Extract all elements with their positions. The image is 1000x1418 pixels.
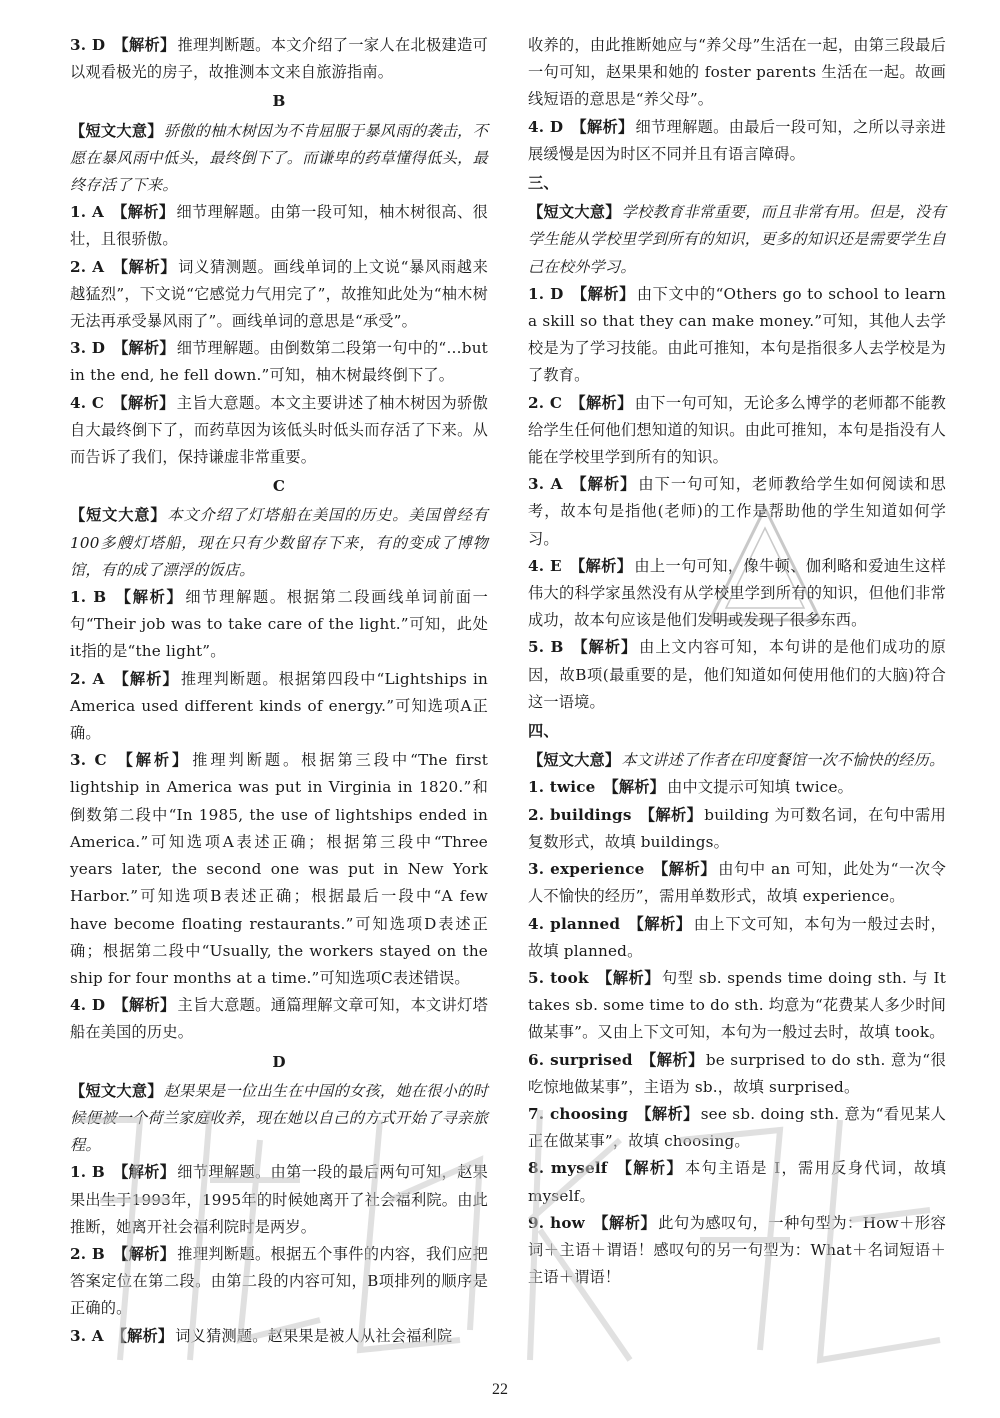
analysis-tag: 【解析】 <box>571 284 635 303</box>
answer-explanation: 词义猜测题。画线单词的上文说“暴风雨越来越猛烈”，下文说“它感觉力气用完了”，故推知此处为“柚木树无法再承受暴风雨了”。画线单词的意思是“承受”。 <box>70 257 488 331</box>
section-heading: D <box>272 1052 286 1071</box>
continued-paragraph: 收养的，由此推断她应与“养父母”生活在一起，由第三段最后一句可知，赵果果和她的 foster parents 生活在一起。故画线短语的意思是“养父母”。 <box>528 36 946 109</box>
answer-explanation: 句型 sb. spends time doing sth. 与 It takes sb. some time to do sth. 均意为“花费某人多少时间做某事”。又由上下文可知，本句为一般过去时，故填 took。 <box>528 968 947 1042</box>
answer-explanation: 细节理解题。根据第二段画线单词前面一句“Their job was to take care of the light.”可知，此处it指的是“the light”。 <box>70 588 488 661</box>
answer-item <box>70 666 488 748</box>
answer-item <box>70 199 488 253</box>
answer-item <box>70 390 488 472</box>
answer-number: 2. C <box>528 393 563 412</box>
answer-number: 1. twice <box>528 778 596 797</box>
analysis-tag: 【解析】 <box>596 968 661 987</box>
answer-explanation: 主旨大意题。本文主要讲述了柚木树因为骄傲自大最终倒下了，而药草因为该低头时低头而存活了下来。从而告诉了我们，保持谦虚非常重要。 <box>70 393 488 467</box>
answer-item <box>70 584 488 666</box>
answer-number: 1. B <box>70 588 107 607</box>
answer-explanation: 推理判断题。本文介绍了一家人在北极建造可以观看极光的房子，故推测本文来自旅游指南。 <box>70 36 488 82</box>
answer-explanation: 由上下文可知，本句为一般过去时，故填 planned。 <box>528 914 946 960</box>
answer-number: 5. took <box>528 968 589 987</box>
answer-item <box>70 1323 488 1350</box>
analysis-tag: 【解析】 <box>569 556 633 575</box>
summary-paragraph <box>70 502 488 584</box>
answer-number: 2. A <box>70 669 105 688</box>
answer-item <box>528 1047 946 1101</box>
analysis-tag: 【解析】 <box>113 996 176 1015</box>
summary-paragraph <box>70 1078 488 1160</box>
answer-item <box>528 774 946 801</box>
answer-item <box>528 856 946 910</box>
summary-tag: 【短文大意】 <box>528 203 621 222</box>
answer-number: 7. choosing <box>528 1104 629 1123</box>
answer-item <box>70 992 488 1046</box>
answer-number: 1. B <box>70 1163 105 1182</box>
answer-number: 4. E <box>528 556 562 575</box>
answer-item <box>70 1159 488 1241</box>
summary-text: 骄傲的柚木树因为不肯屈服于暴风雨的袭击，不愿在暴风雨中低头，最终倒下了。而谦卑的药草懂得低头，最终存活了下来。 <box>70 121 489 195</box>
analysis-tag: 【解析】 <box>113 36 176 54</box>
answer-explanation: 由下一句可知，无论多么博学的老师都不能教给学生任何他们想知道的知识。由此可推知，本句是指没有人能在学校里学到所有的知识。 <box>528 393 946 467</box>
analysis-tag: 【解析】 <box>571 638 638 657</box>
answer-item <box>528 634 946 716</box>
section-heading: 四、 <box>528 722 559 741</box>
answer-number: 2. buildings <box>528 805 632 824</box>
answer-explanation: 由句中 an 可知，此处为“一次令人不愉快的经历”，需用单数形式，故填 experience。 <box>528 860 946 906</box>
answer-explanation: 由上一句可知，像牛顿、伽利略和爱迪生这样伟大的科学家虽然没有从学校里学到所有的知识，但他们非常成功，故本句应该是他们发明或发现了很多东西。 <box>528 556 946 630</box>
answer-number: 3. D <box>70 339 106 358</box>
answer-number: 4. C <box>70 393 105 412</box>
answer-item <box>528 390 946 472</box>
answer-number: 8. myself <box>528 1159 608 1178</box>
answer-explanation: 本句主语是 I，需用反身代词，故填 myself。 <box>528 1159 946 1205</box>
answer-item <box>528 1101 946 1155</box>
answer-explanation: 由下一句可知，老师教给学生如何阅读和思考，故本句是指他(老师)的工作是帮助他的学生知道如何学习。 <box>528 475 946 548</box>
answer-number: 4. planned <box>528 914 621 933</box>
answer-item <box>70 1241 488 1323</box>
answer-explanation: 细节理解题。由倒数第二段第一句中的“…but in the end, he fell down.”可知，柚木树最终倒下了。 <box>70 339 488 385</box>
analysis-tag: 【解析】 <box>592 1213 657 1232</box>
answer-explanation: 推理判断题。根据第三段中“The first lightship in America was put in Virginia in 1820.”和倒数第二段中“In 1985, the use of lightships ended in America.”可知选项A表述正确；根据第三段中“Three years later, the second one was put in New York Harbor.”可知选项B表述正确；根据最后一段中“A few have become floating restaurants.”可知选项D表述正确；根据第二段中“Usually, the workers stayed on the ship for four months at a time.”可知选项C表述错误。 <box>70 751 489 987</box>
left-column <box>70 32 488 1350</box>
analysis-tag: 【解析】 <box>112 257 177 276</box>
answer-item <box>70 335 488 389</box>
answer-number: 4. D <box>70 996 106 1015</box>
summary-paragraph <box>528 199 946 281</box>
answer-number: 3. C <box>70 751 107 770</box>
answer-number: 9. how <box>528 1213 585 1232</box>
answer-explanation: 此句为感叹句，一种句型为：How＋形容词＋主语＋谓语！感叹句的另一句型为：What＋名词短语＋主语＋谓语！ <box>528 1213 946 1287</box>
analysis-tag: 【解析】 <box>628 914 692 933</box>
answer-item <box>528 553 946 635</box>
analysis-tag: 【解析】 <box>636 1104 699 1123</box>
answer-explanation: 词义猜测题。赵果果是被人从社会福利院 <box>175 1326 453 1345</box>
analysis-tag: 【解析】 <box>615 1159 684 1178</box>
analysis-tag: 【解析】 <box>640 1050 704 1069</box>
analysis-tag: 【解析】 <box>114 588 184 607</box>
answer-item <box>528 1210 946 1292</box>
answer-number: 2. B <box>70 1244 105 1263</box>
answer-item <box>70 32 488 86</box>
answer-number: 5. B <box>528 638 564 657</box>
analysis-tag: 【解析】 <box>639 805 703 824</box>
answer-item <box>528 802 946 856</box>
answer-item <box>528 471 946 553</box>
analysis-tag: 【解析】 <box>570 393 633 412</box>
answer-number: 6. surprised <box>528 1050 633 1069</box>
answer-explanation: 由下文中的“Others go to school to learn a skill so that they can make money.”可知，其他人去学校是为了学习技能。由此可推知，本句是指很多人去学校是为了教育。 <box>528 284 946 385</box>
answer-item <box>70 747 488 992</box>
answer-number: 3. A <box>528 475 563 494</box>
answer-item <box>528 1155 946 1209</box>
answer-explanation: 推理判断题。根据五个事件的内容，我们应把答案定位在第二段。由第二段的内容可知，B项排列的顺序是正确的。 <box>70 1244 488 1318</box>
answer-number: 3. experience <box>528 860 645 879</box>
analysis-tag: 【解析】 <box>571 117 634 136</box>
section-heading: B <box>272 92 286 111</box>
analysis-tag: 【解析】 <box>111 1326 174 1345</box>
page-number: 22 <box>492 1381 508 1398</box>
answer-number: 3. D <box>70 36 106 54</box>
answer-item <box>528 281 946 390</box>
answer-explanation: 细节理解题。由第一段可知，柚木树很高、很壮，且很骄傲。 <box>70 203 488 249</box>
analysis-tag: 【解析】 <box>114 751 191 770</box>
answer-explanation: building 为可数名词，在句中需用复数形式，故填 buildings。 <box>528 805 946 851</box>
section-heading: 三、 <box>528 174 559 193</box>
summary-tag: 【短文大意】 <box>70 506 167 525</box>
answer-explanation: 细节理解题。由第一段的最后两句可知，赵果果出生于1993年，1995年的时候她离开了社会福利院。由此推断，她离开社会福利院时是两岁。 <box>70 1163 488 1236</box>
analysis-tag: 【解析】 <box>112 393 175 412</box>
answer-item <box>528 114 946 168</box>
answer-number: 4. D <box>528 117 564 136</box>
summary-paragraph <box>70 118 488 200</box>
analysis-tag: 【解析】 <box>112 669 179 688</box>
answer-explanation: be surprised to do sth. 意为“很吃惊地做某事”，主语为 sb.，故填 surprised。 <box>528 1050 946 1096</box>
analysis-tag: 【解析】 <box>112 1163 176 1182</box>
answer-number: 2. A <box>70 257 105 276</box>
answer-explanation: 主旨大意题。通篇理解文章可知，本文讲灯塔船在美国的历史。 <box>70 996 488 1042</box>
answer-number: 1. A <box>70 203 104 222</box>
summary-paragraph <box>528 747 946 774</box>
answer-item <box>528 911 946 965</box>
answer-explanation: 由中文提示可知填 twice。 <box>667 778 854 797</box>
answer-item <box>70 254 488 336</box>
answer-number: 1. D <box>528 284 564 303</box>
answer-explanation: 由上文内容可知，本句讲的是他们成功的原因，故B项(最重要的是，他们知道如何使用他们的大脑)符合这一语境。 <box>528 638 946 711</box>
analysis-tag: 【解析】 <box>652 860 717 879</box>
analysis-tag: 【解析】 <box>603 778 666 797</box>
summary-text: 赵果果是一位出生在中国的女孩，她在很小的时候便被一个荷兰家庭收养，现在她以自己的方式开始了寻亲旅程。 <box>70 1081 489 1155</box>
analysis-tag: 【解析】 <box>112 1244 176 1263</box>
analysis-tag: 【解析】 <box>113 339 175 358</box>
answer-explanation: 推理判断题。根据第四段中“Lightships in America used different kinds of energy.”可知选项A正确。 <box>70 669 488 743</box>
answer-explanation: see sb. doing sth. 意为“看见某人正在做某事”，故填 choosing。 <box>528 1104 947 1151</box>
right-column <box>528 32 946 1291</box>
answer-explanation: 细节理解题。由最后一段可知，之所以寻亲进展缓慢是因为时区不同并且有语言障碍。 <box>528 117 946 163</box>
summary-tag: 【短文大意】 <box>70 1081 163 1100</box>
summary-text: 本文介绍了灯塔船在美国的历史。美国曾经有100多艘灯塔船，现在只有少数留存下来，有的变成了博物馆，有的成了漂浮的饭店。 <box>70 506 489 579</box>
answer-number: 3. A <box>70 1326 104 1345</box>
section-heading: C <box>272 477 286 496</box>
answer-item <box>528 965 946 1047</box>
summary-tag: 【短文大意】 <box>70 121 163 140</box>
analysis-tag: 【解析】 <box>111 203 175 222</box>
summary-text: 本文讲述了作者在印度餐馆一次不愉快的经历。 <box>621 751 945 770</box>
analysis-tag: 【解析】 <box>570 475 637 494</box>
summary-tag: 【短文大意】 <box>528 751 621 770</box>
summary-text: 学校教育非常重要，而且非常有用。但是，没有学生能从学校里学到所有的知识，更多的知识还是需要学生自己在校外学习。 <box>528 203 947 276</box>
